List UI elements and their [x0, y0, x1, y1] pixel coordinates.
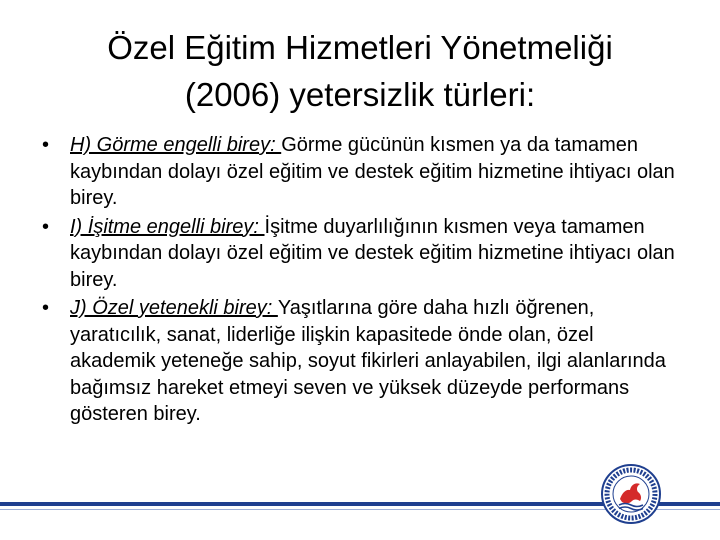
bullet-item-visual-impairment: [40, 132, 680, 212]
bullet-text: İşitme duyarlılığının kısmen veya tamamen kaybından dolayı özel eğitim ve destek eğitim hizmetine ihtiyacı olan birey.: [70, 215, 675, 291]
bullet-item-gifted: [40, 295, 680, 428]
bullet-text: Yaşıtlarına göre daha hızlı öğrenen, yaratıcılık, sanat, liderliğe ilişkin kapasitede önde olan, özel akademik yeteneğe sahip, soyut fikirleri anlayabilen, ilgi alanlarında bağımsız hareket etmeyi seven ve yüksek düzeyde performans gösteren birey.: [70, 297, 666, 425]
bullet-text: Görme gücünün kısmen ya da tamamen kaybından dolayı özel eğitim ve destek eğitim hizmetine ihtiyacı olan birey.: [70, 134, 675, 209]
bullet-term: H) Görme engelli birey:: [70, 134, 282, 156]
bullet-dot-icon: •: [42, 215, 50, 238]
slide-title-line-1: Özel Eğitim Hizmetleri Yönetmeliği: [107, 29, 613, 66]
bullet-term: I) İşitme engelli birey:: [70, 215, 265, 238]
bullet-dot-icon: •: [42, 297, 50, 319]
bullet-list: [40, 132, 680, 430]
slide-title-line-2: (2006) yetersizlik türleri:: [184, 76, 536, 113]
bullet-term: J) Özel yetenekli birey:: [70, 297, 278, 319]
bullet-item-hearing-impairment: [40, 214, 680, 294]
bullet-dot-icon: •: [42, 134, 50, 156]
slide-title: [40, 24, 680, 118]
university-seal-icon: [600, 463, 662, 525]
